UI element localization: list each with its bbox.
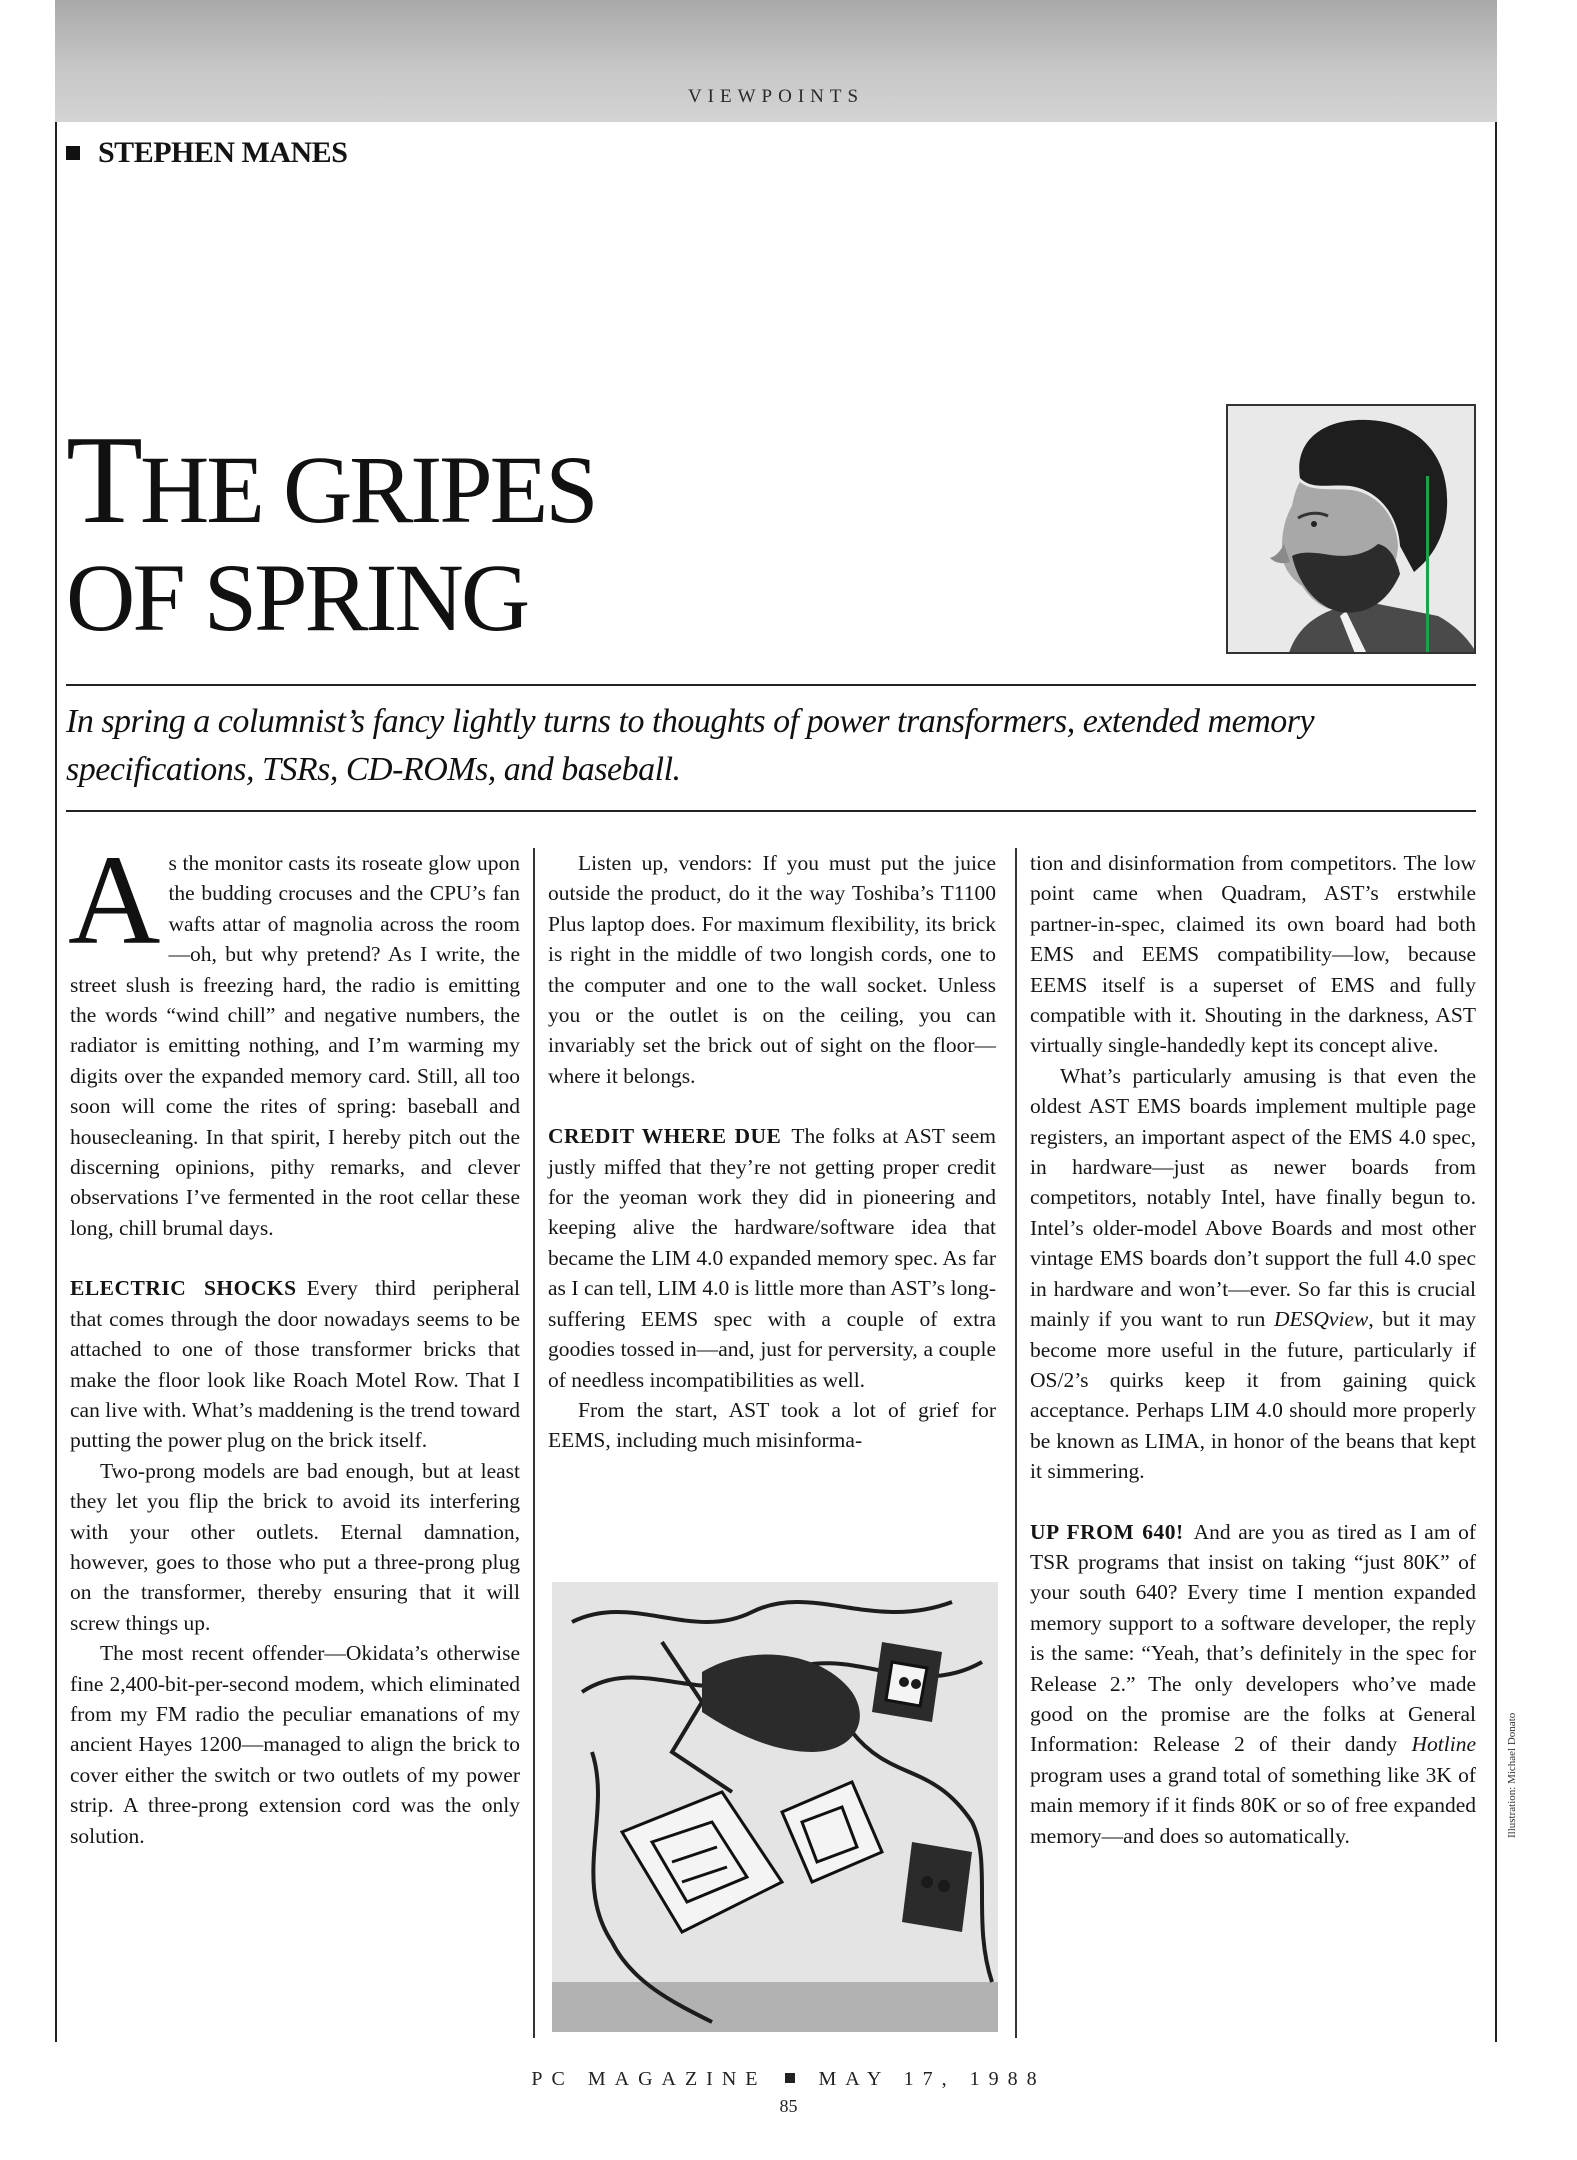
deck-bottom-rule xyxy=(66,810,1476,812)
paragraph: Listen up, vendors: If you must put the juice outside the product, do it the way Toshiba’s T1100 Plus laptop does. For maximum flexibility, its brick is right in the middle of two longish cords, one to the computer and one to the wall socket. Unless you or the outlet is on the ceiling, you can invariably set the brick out of sight on the floor—where it belongs. xyxy=(548,851,996,1088)
paragraph xyxy=(70,1273,520,1455)
paragraph-text: The folks at AST seem justly miffed that they’re not getting proper credit for the yeoman work they did in pioneering and keeping alive the hardware/software idea that became the LIM 4.0 expanded memory spec. As far as I can tell, LIM 4.0 is little more than AST’s long-suffering EEMS spec with a couple of extra goodies tossed in—and, just for perversity, a couple of needless incompatibilities as well. xyxy=(548,1124,996,1392)
article-title xyxy=(66,411,596,651)
page-footer xyxy=(0,2068,1577,2091)
paragraph-text: What’s particularly amusing is that even the oldest AST EMS boards implement multiple page registers, an important aspect of the EMS 4.0 spec, in hardware—just as newer boards from competitors, notably Intel, have finally begun to. Intel’s older-model Above Boards and most other vintage EMS boards don’t support the full 4.0 spec in hardware and won’t—ever. So far this is crucial mainly if you want to run xyxy=(1030,1063,1476,1332)
column-3 xyxy=(1030,848,1476,1851)
paragraph: tion and disinformation from competitors. The low point came when Quadram, AST’s erstwhile partner-in-spec, claimed its own board had both EMS and EEMS compatibility—low, because EEMS itself is a superset of EMS and fully compatible with it. Shouting in the darkness, AST virtually single-handedly kept its concept alive. xyxy=(1030,851,1476,1058)
subhead-credit-where-due: CREDIT WHERE DUE xyxy=(548,1124,782,1149)
column-2 xyxy=(548,848,996,1456)
bullet-square-icon xyxy=(66,146,80,160)
portrait-drawing xyxy=(1228,406,1476,654)
paragraph-text: Every third peripheral that comes through the door nowadays seems to be attached to one of those transformer bricks that make the floor look like Roach Motel Row. That I can live with. What’s maddening is the trend toward putting the power plug on the brick itself. xyxy=(70,1276,521,1453)
drop-cap: A xyxy=(68,829,161,971)
deck-top-rule xyxy=(66,684,1476,686)
column-divider-2 xyxy=(1015,848,1017,2038)
article-illustration xyxy=(552,1582,998,2032)
footer-separator-icon xyxy=(785,2073,795,2083)
paragraph: The most recent offender—Okidata’s otherwise fine 2,400-bit-per-second modem, which eliminated from my FM radio the peculiar emanations of my ancient Hayes 1200—managed to align the brick to cover either the switch or two outlets of my power strip. A three-prong extension cord was the only solution. xyxy=(70,1641,520,1848)
page-number: 85 xyxy=(779,2096,798,2116)
title-line-1 xyxy=(66,411,596,550)
paragraph-text: And are you as tired as I am of TSR programs that insist on taking “just 80K” of your south 640? Every time I mention expanded memory support to a software developer, the reply is the same: “Yeah, that’s definitely in the spec for Release 2.” The only developers who’ve made good on the promise are the folks at General Information: Release 2 of their dandy xyxy=(1030,1519,1477,1757)
paragraph xyxy=(548,1121,996,1395)
subhead-electric-shocks: ELECTRIC SHOCKS xyxy=(70,1276,297,1301)
footer-magazine: PC MAGAZINE xyxy=(531,2068,767,2090)
header-band xyxy=(55,0,1497,122)
paragraph: From the start, AST took a lot of grief for EEMS, including much misinforma- xyxy=(548,1397,996,1453)
section-label: VIEWPOINTS xyxy=(687,86,865,107)
byline xyxy=(66,136,347,170)
frame-left-rule xyxy=(55,122,57,2042)
article-deck: In spring a columnist’s fancy lightly turns to thoughts of power transformers, extended memory specifications, TSRs, CD-ROMs, and baseball. xyxy=(66,703,1315,788)
paragraph: Two-prong models are bad enough, but at least they let you flip the brick to avoid its interfering with your other outlets. Eternal damnation, however, goes to those who put a three-prong plug on the transformer, thereby ensuring that it will screw things up. xyxy=(70,1458,520,1635)
illustration-drawing xyxy=(552,1582,998,2032)
title-line-2: OF SPRING xyxy=(66,544,528,651)
paragraph xyxy=(68,829,520,1243)
paragraph-text: , but it may become more useful in the future, particularly if OS/2’s quirks keep it from gaining quick acceptance. Perhaps LIM 4.0 should more properly be known as LIMA, in honor of the beans that kept it simmering. xyxy=(1030,1307,1476,1484)
paragraph xyxy=(1030,1517,1476,1851)
frame-right-rule xyxy=(1495,122,1497,2042)
paragraph xyxy=(1030,1061,1476,1487)
footer-date: MAY 17, 1988 xyxy=(818,2068,1046,2090)
paragraph-text: s the monitor casts its roseate glow upon the budding crocuses and the CPU’s fan wafts attar of magnolia across the room—oh, but why pretend? As I write, the street slush is freezing hard, the radio is emitting the words “wind chill” and negative numbers, the radiator is emitting nothing, and I’m warming my digits over the expanded memory card. Still, all too soon will come the rites of spring: baseball and housecleaning. In that spirit, I hereby pitch out the discerning opinions, pithy remarks, and clever observations I’ve fermented in the root cellar these long, chill brumal days. xyxy=(70,851,520,1240)
paragraph-text: program uses a grand total of something like 3K of main memory if it finds 80K or so of free expanded memory—and does so automatically. xyxy=(1030,1762,1476,1848)
title-initial: T xyxy=(66,411,140,550)
subhead-up-from-640: UP FROM 640! xyxy=(1030,1519,1184,1544)
product-name-desqview: DESQview xyxy=(1273,1307,1369,1332)
illustration-credit: Illustration: Michael Donato xyxy=(1506,1712,1518,1838)
column-divider-1 xyxy=(533,848,535,2038)
product-name-hotline: Hotline xyxy=(1411,1732,1476,1757)
column-1 xyxy=(68,829,521,1851)
author-name: STEPHEN MANES xyxy=(98,136,348,169)
title-line-1-rest: HE GRIPES xyxy=(139,436,596,543)
author-portrait xyxy=(1226,404,1476,654)
